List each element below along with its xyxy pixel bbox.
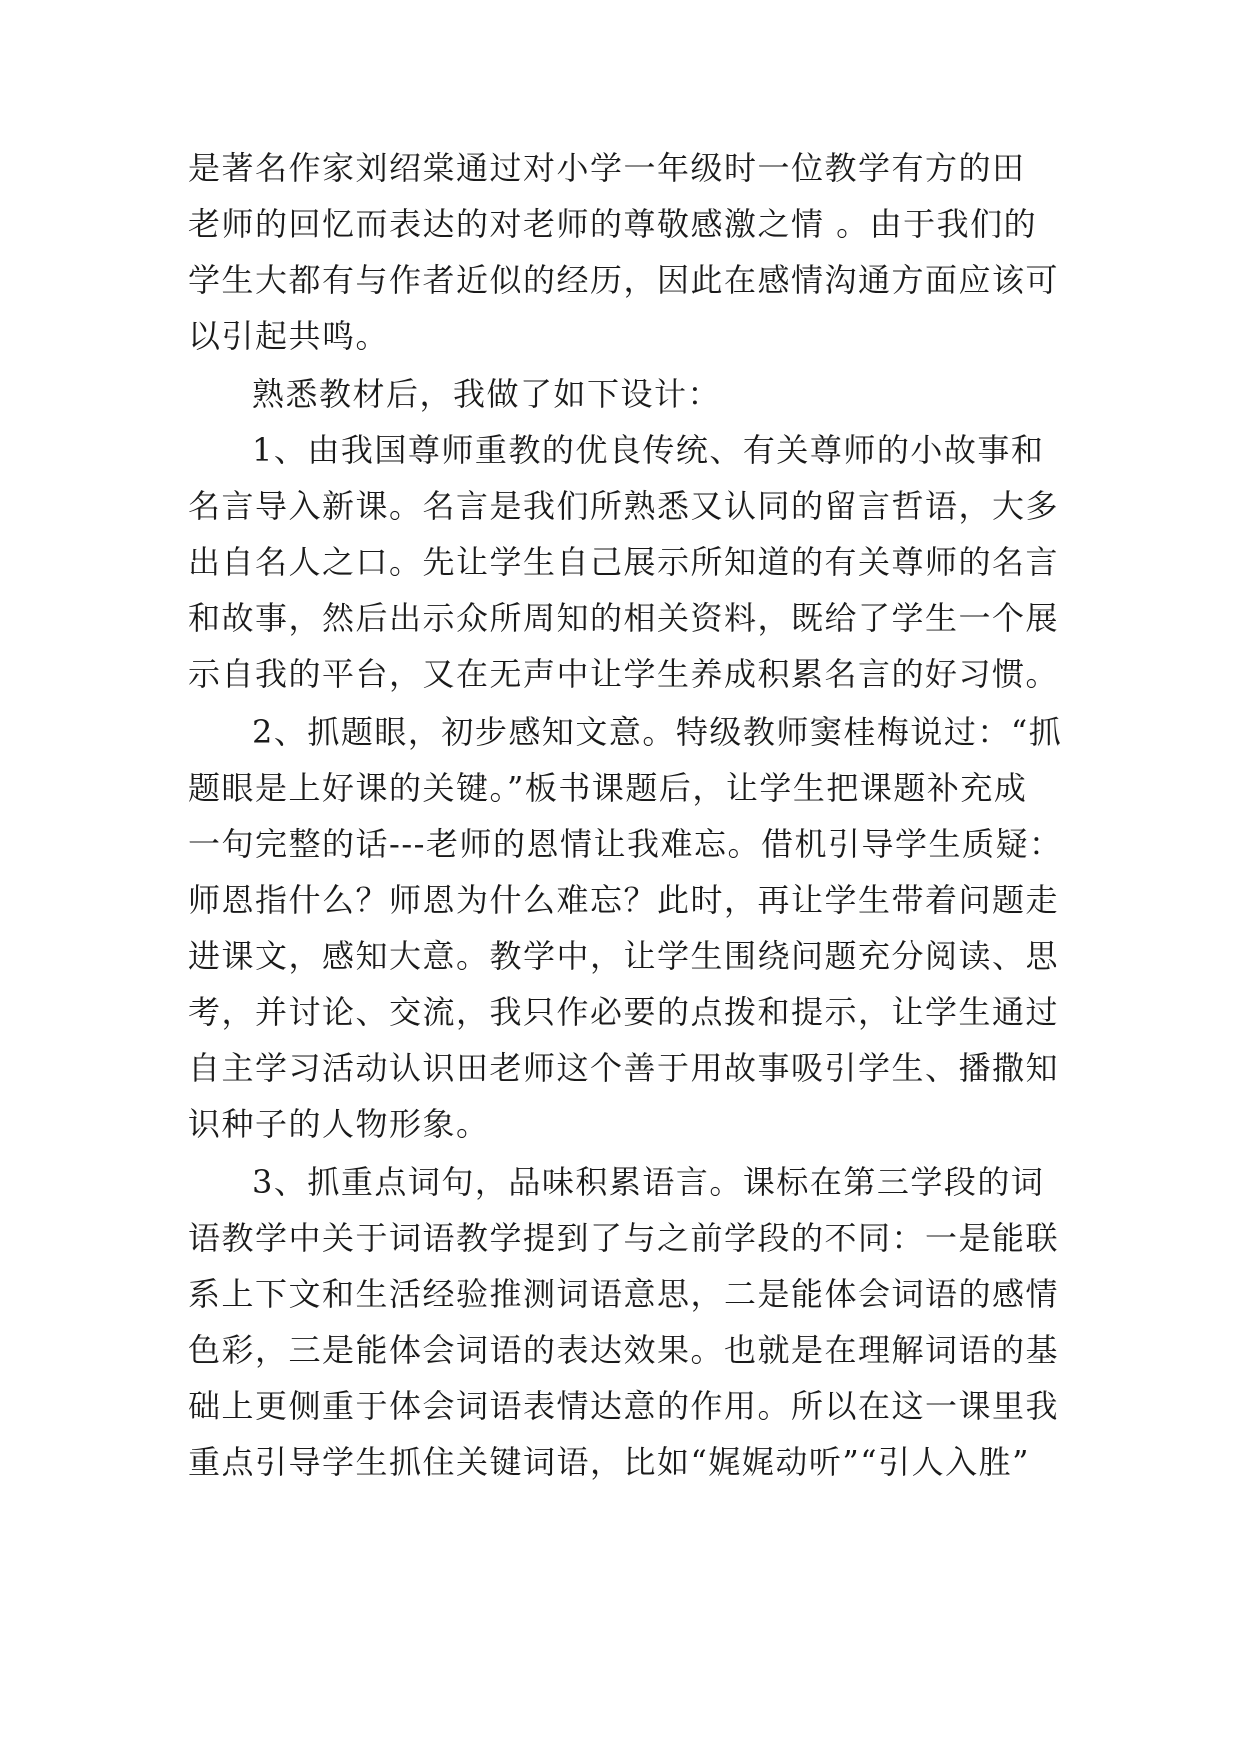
text-line: 熟悉教材后，我做了如下设计：	[252, 375, 722, 413]
text-line: 3、抓重点词句，品味积累语言。课标在第三学段的词	[252, 1163, 1045, 1201]
text-line: 学生大都有与作者近似的经历，因此在感情沟通方面应该可	[188, 261, 1060, 299]
text-line: 一句完整的话---老师的恩情让我难忘。借机引导学生质疑：	[188, 825, 1063, 863]
text-line: 和故事，然后出示众所周知的相关资料，既给了学生一个展	[188, 599, 1060, 637]
text-line: 考，并讨论、交流，我只作必要的点拨和提示，让学生通过	[188, 993, 1060, 1031]
text-line: 示自我的平台，又在无声中让学生养成积累名言的好习惯。	[188, 655, 1060, 693]
text-line: 础上更侧重于体会词语表情达意的作用。所以在这一课里我	[188, 1387, 1060, 1425]
text-line: 是著名作家刘绍棠通过对小学一年级时一位教学有方的田	[188, 149, 1026, 187]
text-line: 系上下文和生活经验推测词语意思，二是能体会词语的感情	[188, 1275, 1060, 1313]
text-line: 老师的回忆而表达的对老师的尊敬感激之情 。由于我们的	[188, 205, 1038, 243]
text-line: 色彩，三是能体会词语的表达效果。也就是在理解词语的基	[188, 1331, 1060, 1369]
text-line: 识种子的人物形象。	[188, 1105, 490, 1143]
text-line: 题眼是上好课的关键。”板书课题后，让学生把课题补充成	[188, 769, 1028, 807]
text-line: 师恩指什么？师恩为什么难忘？此时，再让学生带着问题走	[188, 881, 1060, 919]
text-line: 名言导入新课。名言是我们所熟悉又认同的留言哲语，大多	[188, 487, 1060, 525]
text-line: 2、抓题眼，初步感知文意。特级教师窦桂梅说过：“抓	[252, 713, 1063, 751]
text-line: 语教学中关于词语教学提到了与之前学段的不同：一是能联	[188, 1219, 1060, 1257]
text-line: 出自名人之口。先让学生自己展示所知道的有关尊师的名言	[188, 543, 1060, 581]
text-line: 自主学习活动认识田老师这个善于用故事吸引学生、播撒知	[188, 1049, 1060, 1087]
text-line: 以引起共鸣。	[188, 317, 390, 355]
text-line: 进课文，感知大意。教学中，让学生围绕问题充分阅读、思	[188, 937, 1060, 975]
text-line: 重点引导学生抓住关键词语，比如“娓娓动听”“引人入胜”	[188, 1443, 1030, 1481]
text-line: 1、由我国尊师重教的优良传统、有关尊师的小故事和	[252, 431, 1045, 469]
